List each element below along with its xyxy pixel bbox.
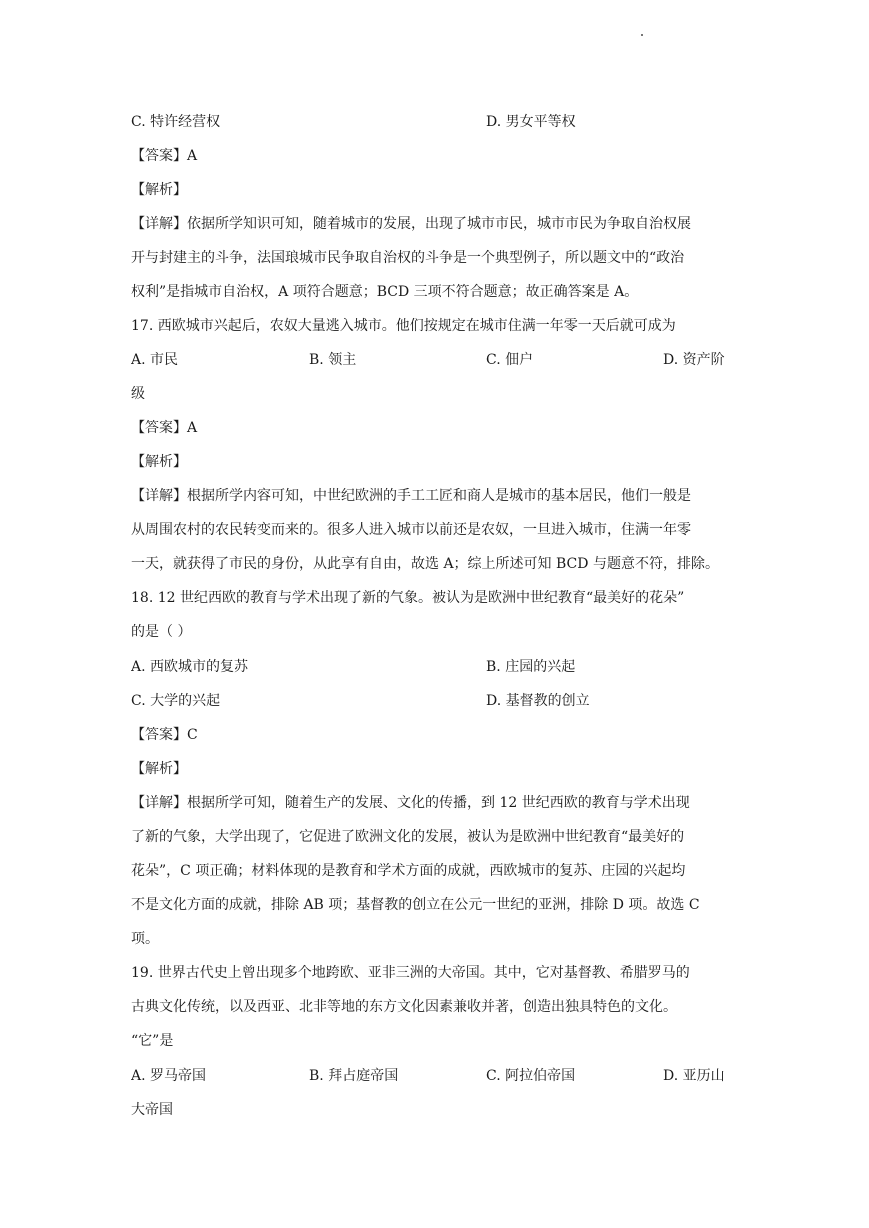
q16-detail-line-2: 开与封建主的斗争，法国琅城市民争取自治权的斗争是一个典型例子，所以题文中的“政治: [131, 250, 685, 266]
q16-options-row: [131, 110, 739, 134]
q19-stem-line-2: 古典文化传统，以及西亚、北非等地的东方文化因素兼收并著，创造出独具特色的文化。: [131, 999, 677, 1015]
q17-detail-line-3: 一天，就获得了市民的身份，从此享有自由，故选 A；综上所述可知 BCD 与题意不符，排除。: [131, 556, 719, 572]
q17-answer: 【答案】A: [131, 420, 198, 436]
q16-answer: 【答案】A: [131, 148, 198, 164]
q17-option-d: D. 资产阶: [663, 352, 725, 368]
q16-option-d: D. 男女平等权: [486, 114, 576, 130]
q17-option-a: A. 市民: [131, 352, 179, 368]
q18-stem-line-1: 18. 12 世纪西欧的教育与学术出现了新的气象。被认为是欧洲中世纪教育“最美好的花朵”: [131, 590, 685, 606]
q17-stem: 17. 西欧城市兴起后，农奴大量逃入城市。他们按规定在城市住满一年零一天后就可成为: [131, 318, 676, 334]
q18-stem-line-2: 的是（ ）: [131, 624, 192, 640]
q18-detail-line-2: 了新的气象，大学出现了，它促进了欧洲文化的发展，被认为是欧洲中世纪教育“最美好的: [131, 829, 685, 845]
q19-option-d: D. 亚历山: [663, 1068, 725, 1084]
q17-options-row: [131, 348, 739, 372]
q16-analysis-label: 【解析】: [131, 182, 187, 198]
q18-answer: 【答案】C: [131, 727, 198, 743]
q18-detail-line-3: 花朵”，C 项正确；材料体现的是教育和学术方面的成就，西欧城市的复苏、庄园的兴起均: [131, 863, 686, 879]
q17-option-c: C. 佃户: [486, 352, 534, 368]
q18-option-d: D. 基督教的创立: [486, 693, 590, 709]
q19-option-c: C. 阿拉伯帝国: [486, 1068, 576, 1084]
q16-detail-line-1: 【详解】依据所学知识可知，随着城市的发展，出现了城市市民，城市市民为争取自治权展: [131, 216, 691, 232]
q19-option-d-wrap: 大帝国: [131, 1102, 173, 1118]
q17-detail-line-1: 【详解】根据所学内容可知，中世纪欧洲的手工工匠和商人是城市的基本居民，他们一般是: [131, 488, 691, 504]
q17-analysis-label: 【解析】: [131, 454, 187, 470]
q18-option-b: B. 庄园的兴起: [486, 659, 576, 675]
q18-option-c: C. 大学的兴起: [131, 693, 221, 709]
q19-stem-line-1: 19. 世界古代史上曾出现多个地跨欧、亚非三洲的大帝国。其中，它对基督教、希腊罗马的: [131, 965, 690, 981]
q19-option-a: A. 罗马帝国: [131, 1068, 207, 1084]
q17-option-b: B. 领主: [309, 352, 357, 368]
q18-options-row-1: [131, 655, 739, 679]
q16-detail-line-3: 权利”是指城市自治权，A 项符合题意；BCD 三项不符合题意；故正确答案是 A。: [131, 284, 639, 300]
q19-options-row: [131, 1064, 739, 1088]
q19-stem-line-3: “它”是: [131, 1033, 174, 1049]
q19-option-b: B. 拜占庭帝国: [309, 1068, 399, 1084]
q18-option-a: A. 西欧城市的复苏: [131, 659, 249, 675]
q16-option-c: C. 特许经营权: [131, 114, 221, 130]
page-mark: [641, 34, 643, 36]
q18-options-row-2: [131, 689, 739, 713]
q18-detail-line-1: 【详解】根据所学可知，随着生产的发展、文化的传播，到 12 世纪西欧的教育与学术出现: [131, 795, 690, 811]
q18-detail-line-5: 项。: [131, 931, 159, 947]
q17-detail-line-2: 从周围农村的农民转变而来的。很多人进入城市以前还是农奴，一旦进入城市，住满一年零: [131, 522, 691, 538]
q18-detail-line-4: 不是文化方面的成就，排除 AB 项；基督教的创立在公元一世纪的亚洲，排除 D 项。故选 C: [131, 897, 700, 913]
q18-analysis-label: 【解析】: [131, 761, 187, 777]
q17-option-d-wrap: 级: [131, 386, 145, 402]
